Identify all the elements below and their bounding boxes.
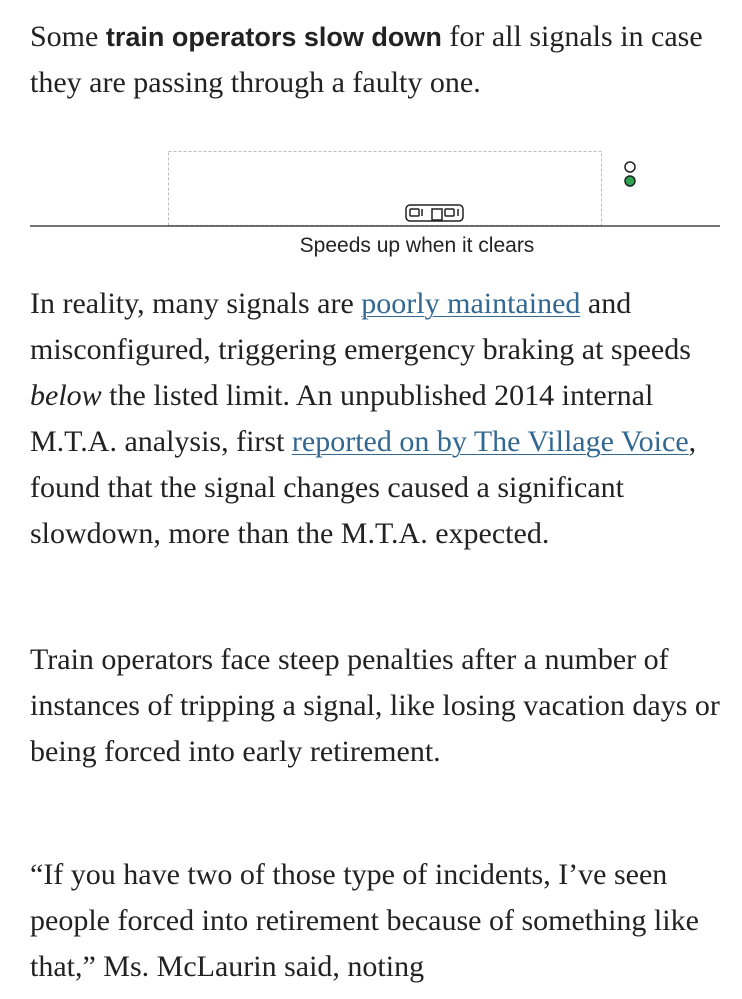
signal-top-lamp [625, 162, 635, 172]
graphic-caption: Speeds up when it clears [299, 234, 535, 257]
p1-text-4: , found that the signal changes caused a significant slowdown, more than the M.T.A. expected. [30, 425, 697, 550]
poorly-maintained-link[interactable]: poorly maintained [361, 287, 581, 320]
signal-block-outline [169, 152, 602, 226]
body-paragraph-3: “If you have two of those type of incidents, I’ve seen people forced into retirement because of something like that,” Ms. McLaurin said, noting [30, 858, 699, 983]
p1-italic-below: below [30, 379, 102, 412]
intro-paragraph [30, 14, 730, 106]
intro-text-before: Some [30, 20, 106, 53]
subway-train-icon [406, 205, 463, 221]
intro-bold-text: train operators slow down [105, 22, 442, 52]
signal-light-icon [625, 162, 635, 186]
p1-text-1: In reality, many signals are [30, 287, 362, 320]
body-paragraph-2: Train operators face steep penalties after a number of instances of tripping a signal, like losing vacation days or being forced into early retirement. [30, 643, 720, 768]
p1-text-3: the listed limit. An unpublished 2014 internal M.T.A. analysis, first [30, 379, 654, 458]
signal-bottom-lamp [625, 176, 635, 186]
body-paragraph-1 [30, 281, 730, 557]
village-voice-link[interactable]: reported on by The Village Voice [291, 425, 689, 458]
signal-diagram [0, 140, 742, 240]
p1-text-2: and misconfigured, triggering emergency braking at speeds [30, 287, 691, 366]
intro-text-after: for all signals in case they are passing through a faulty one. [30, 20, 703, 99]
